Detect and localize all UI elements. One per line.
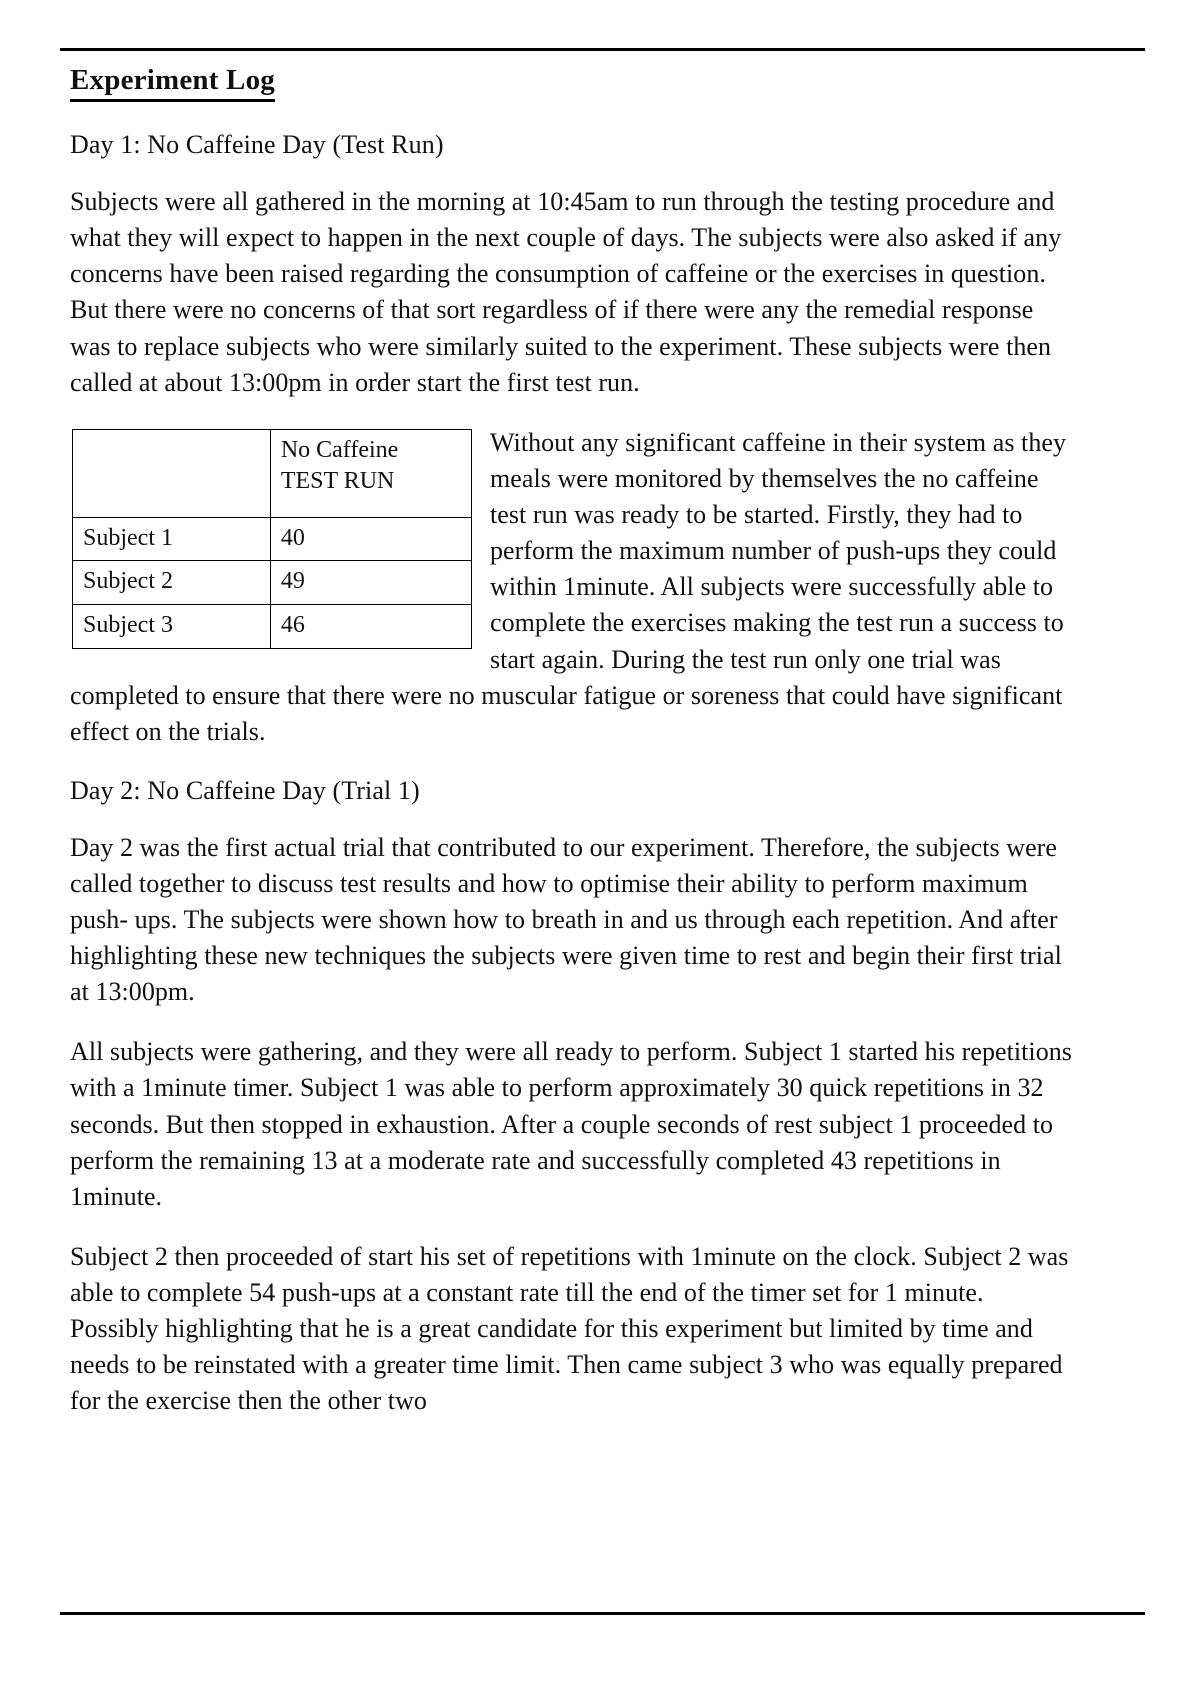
paragraph-day2-intro: Day 2 was the first actual trial that contributed to our experiment. Therefore, the subjects were called together to discuss test results and how to optimise their ability to perform maximum push- ups. The subjects were shown how to breath in and us through each repetition. And after highlighting these new techniques the subjects were given time to rest and begin their first trial at 13:00pm. <box>70 832 1062 1007</box>
paragraph-day1-intro: Subjects were all gathered in the morning at 10:45am to run through the testing procedure and what they will expect to happen in the next couple of days. The subjects were also asked if any concerns have been raised regarding the consumption of caffeine or the exercises in question. But there were no concerns of that sort regardless of if there were any the remedial response was to replace subjects who were similarly suited to the experiment. These subjects were then called at about 13:00pm in order start the first test run. <box>70 187 1062 397</box>
day2-heading: Day 2: No Caffeine Day (Trial 1) <box>70 775 420 805</box>
document-body <box>70 62 1075 1444</box>
table-row <box>73 605 472 649</box>
table-header-line-2: TEST RUN <box>280 468 395 495</box>
table-cell-subject-label: Subject 3 <box>73 605 271 649</box>
paragraph-test-run-description: Without any significant caffeine in their system as they meals were monitored by themselves the no caffeine test run was ready to be started. Firstly, they had to perform the maximum number of push-ups they could within 1minute. All subjects were successfully able to complete the exercises making the test run a success to start again. During the test run only one trial was completed to ensure that there were no muscular fatigue or soreness that could have significant effect on the trials. <box>70 427 1067 746</box>
table-cell-subject-label: Subject 1 <box>73 517 271 561</box>
paragraph-subject1-trial: All subjects were gathering, and they were all ready to perform. Subject 1 started his repetitions with a 1minute timer. Subject 1 was able to perform approximately 30 quick repetitions in 32 seconds. But then stopped in exhaustion. After a couple seconds of rest subject 1 proceeded to perform the remaining 13 at a moderate rate and successfully completed 43 repetitions in 1minute. <box>70 1037 1072 1211</box>
table-corner-cell <box>73 429 271 517</box>
page-bottom-rule <box>60 1612 1145 1615</box>
table-and-wrap-block <box>70 425 1075 750</box>
table-header-line-1: No Caffeine <box>280 436 399 463</box>
page-title: Experiment Log <box>70 62 275 102</box>
table-cell-subject-value: 49 <box>270 561 471 605</box>
table-row <box>73 561 472 605</box>
table-cell-subject-value: 40 <box>270 517 471 561</box>
table-row <box>73 517 472 561</box>
table-cell-subject-value: 46 <box>270 605 471 649</box>
table-header-row <box>73 429 472 517</box>
page-title-wrapper <box>70 62 1075 122</box>
paragraph-subject2-trial: Subject 2 then proceeded of start his set of repetitions with 1minute on the clock. Subject 2 was able to complete 54 push-ups at a constant rate till the end of the timer set for 1 minute. Possibly highlighting that he is a great candidate for this experiment but limited by time and needs to be reinstated with a greater time limit. Then came subject 3 who was equally prepared for the exercise then the other two <box>70 1241 1069 1416</box>
page-top-rule <box>60 48 1145 51</box>
test-run-results-table <box>72 429 472 649</box>
day1-heading: Day 1: No Caffeine Day (Test Run) <box>70 130 444 160</box>
table-header-condition-cell <box>270 429 471 517</box>
table-cell-subject-label: Subject 2 <box>73 561 271 605</box>
